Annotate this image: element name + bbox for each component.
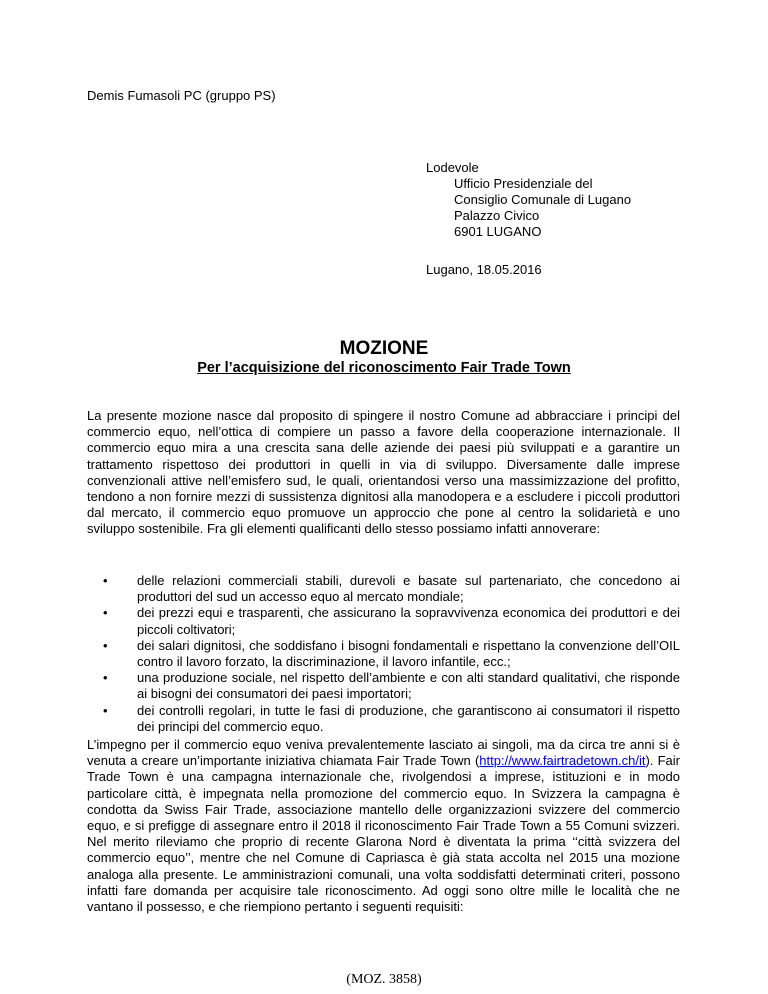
date-line: Lugano, 18.05.2016 (426, 262, 542, 277)
author-line: Demis Fumasoli PC (gruppo PS) (87, 88, 276, 103)
list-item (87, 703, 680, 735)
list-item-text: dei controlli regolari, in tutte le fasi di produzione, che garantiscono ai consumatori il rispetto dei principi del commercio equo. (137, 702, 680, 734)
elements-list (87, 573, 680, 735)
list-item (87, 605, 680, 637)
bullet-icon: • (103, 637, 108, 653)
recipient-line: Consiglio Comunale di Lugano (454, 192, 632, 207)
recipient-line: Ufficio Presidenziale del (454, 176, 593, 191)
bullet-icon: • (103, 702, 108, 718)
document-title: MOZIONE (339, 338, 429, 359)
paragraph-text: ). Fair Trade Town è una campagna internazionale che, rivolgendosi a imprese, istituzioni e in modo particolare città, è impegnata nella promozione del commercio equo. In Svizzera la campagna è condotta da Swiss Fair Trade, associazione mantello delle organizzazioni svizzere del commercio equo, e si prefigge di assegnare entro il 2018 il riconoscimento Fair Trade Town a 55 Comuni svizzeri. Nel merito rileviamo che proprio di recente Glarona Nord è diventata la prima ‘‘città svizzera del commercio equo’’, mentre che nel Comune di Capriasca è già stata accolta nel 2015 una mozione analoga alla presente. Le amministrazioni comunali, una volta soddisfatti determinati criteri, possono infatti fare domanda per acquisire tale riconoscimento. Ad oggi sono oltre mille le località che ne vantano il possesso, e che riempiono pertanto i seguenti requisiti: (87, 753, 680, 915)
list-item (87, 573, 680, 605)
recipient-line: 6901 LUGANO (454, 224, 542, 239)
list-item (87, 638, 680, 670)
bullet-icon: • (103, 670, 108, 686)
list-item-text: delle relazioni commerciali stabili, durevoli e basate sul partenariato, che concedono ai produttori del sud un accesso equo al mercato mondiale; (137, 573, 680, 605)
document-subtitle: Per l’acquisizione del riconoscimento Fair Trade Town (197, 360, 571, 376)
list-item (87, 670, 680, 702)
fair-trade-town-paragraph (87, 737, 680, 915)
list-item-text: dei salari dignitosi, che soddisfano i bisogni fondamentali e rispettano la convenzione dell’OIL contro il lavoro forzato, la discriminazione, il lavoro infantile, ecc.; (137, 637, 680, 670)
paragraph-text: L’impegno per il commercio equo veniva prevalentemente lasciato ai singoli, ma da circa tre anni si è venuta a creare un’importante iniziativa chiamata Fair Trade Town ( (87, 737, 680, 769)
document-reference: (MOZ. 3858) (346, 972, 422, 987)
intro-paragraph: La presente mozione nasce dal proposito di spingere il nostro Comune ad abbracciare i principi del commercio equo, nell’ottica di compiere un passo a favore della cooperazione internazionale. Il commercio equo mira a una crescita sana delle aziende dei paesi più sviluppati e a garantire un trattamento rispettoso dei produttori in quelli in via di sviluppo. Diversamente dalle imprese convenzionali attive nell’emisfero sud, le quali, orientandosi verso una massimizzazione del profitto, tendono a non fornire mezzi di sussistenza dignitosi alla manodopera e a escludere i piccoli produttori dal mercato, il commercio equo promuove un approccio che pone al centro la solidarietà e uno sviluppo sostenibile. Fra gli elementi qualificanti dello stesso possiamo infatti annoverare: (87, 408, 680, 537)
list-item-text: una produzione sociale, nel rispetto dell’ambiente e con alti standard qualitativi, che risponde ai bisogni dei consumatori dei paesi importatori; (137, 670, 680, 702)
recipient-salutation: Lodevole (426, 160, 479, 175)
list-item-text: dei prezzi equi e trasparenti, che assicurano la sopravvivenza economica dei produttori e dei piccoli coltivatori; (137, 605, 680, 637)
bullet-icon: • (103, 573, 108, 588)
bullet-icon: • (103, 605, 108, 621)
recipient-line: Palazzo Civico (454, 208, 540, 223)
fairtradetown-link[interactable]: http://www.fairtradetown.ch/it (479, 753, 646, 769)
recipient-address (426, 160, 631, 240)
